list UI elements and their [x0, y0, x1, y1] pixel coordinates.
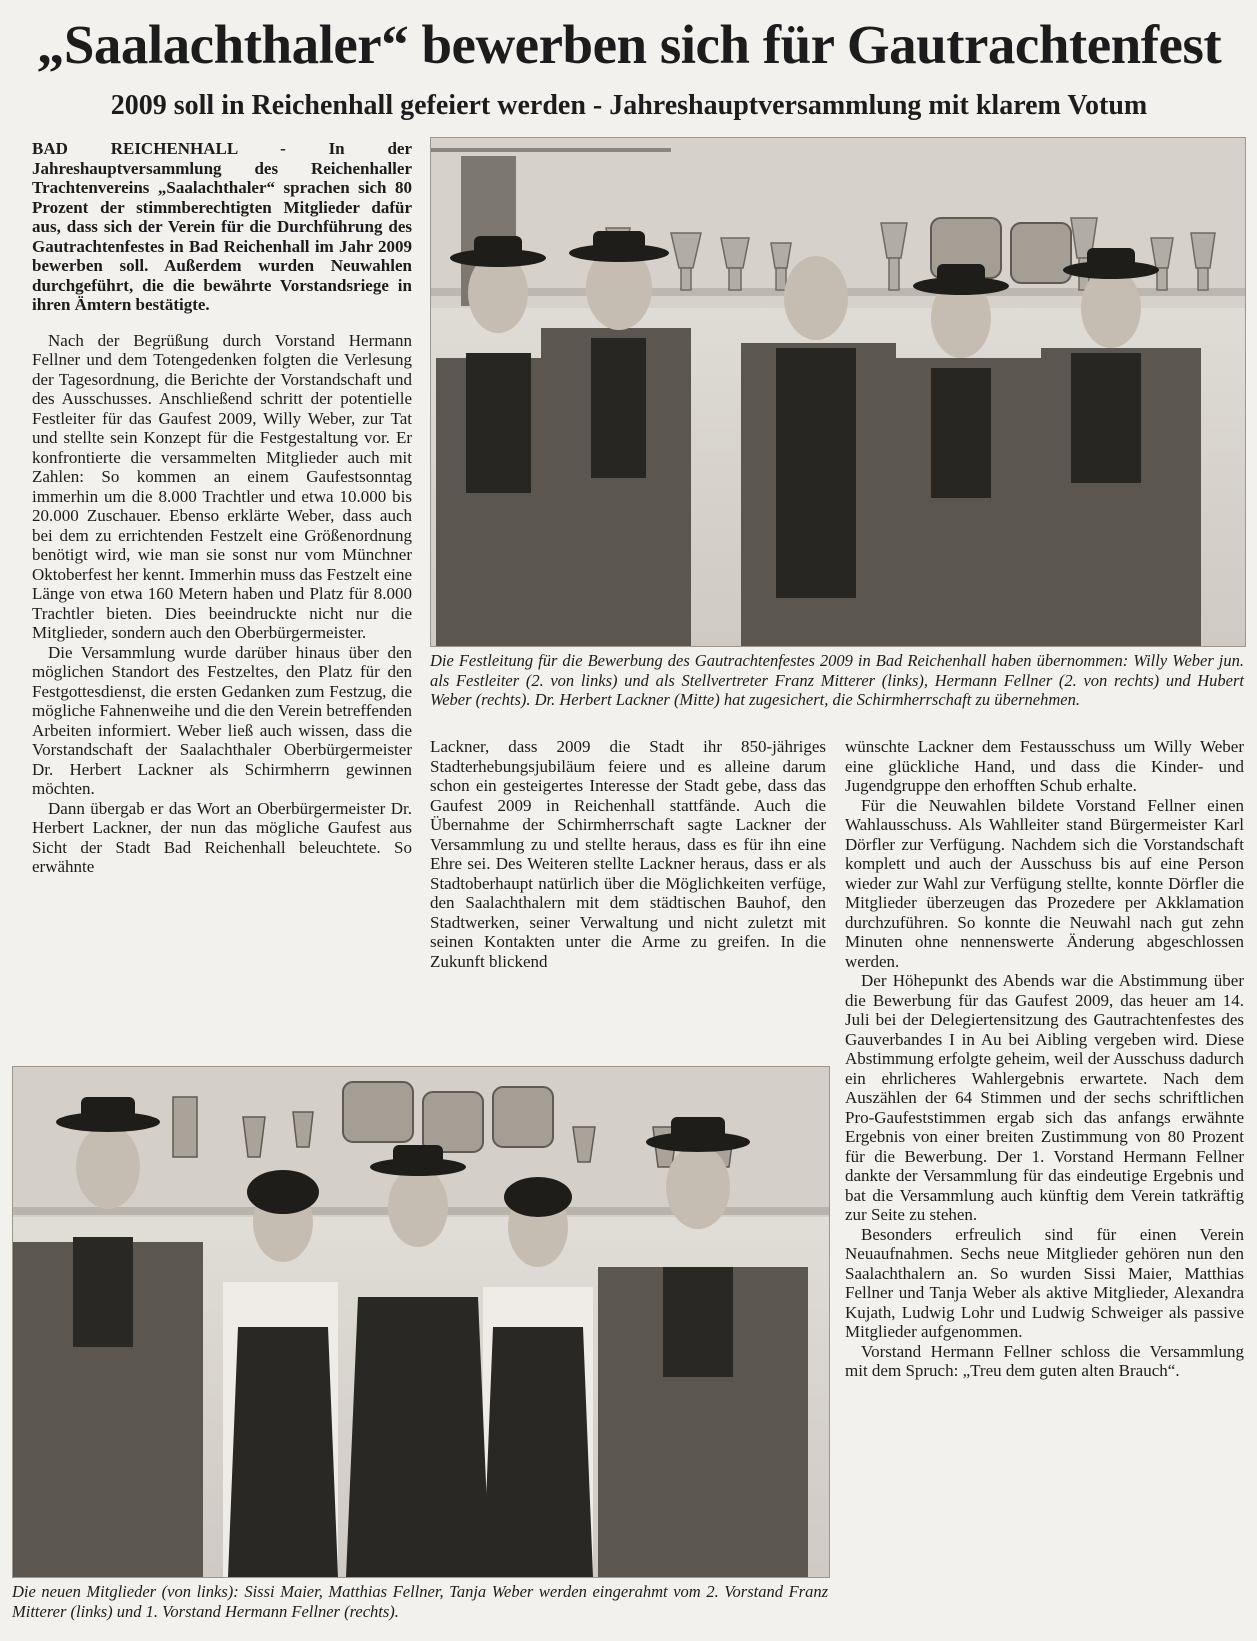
column-1 — [32, 139, 412, 877]
body-paragraph: Der Höhepunkt des Abends war die Abstimmung über die Bewerbung für das Gaufest 2009, das heuer am 14. Juli bei der Delegiertensitzung des Gautrachtenfestes des Gauverbandes I in Au bei Aibling vergeben wird. Diese Abstimmung erfolgte geheim, weil der Ausschuss dadurch ein ehrlicheres Wahlergebnis erwartete. Nach dem Auszählen der 64 Stimmen und der sechs schriftlichen Pro-Gaufeststimmen ergab sich das anfangs erwähnte Ergebnis von einer breiten Zustimmung von 80 Prozent für die Bewerbung. Der 1. Vorstand Hermann Fellner dankte der Versammlung für das eindeutige Ergebnis und bat die Versammlung auch künftig dem Verein tatkräftig zur Seite zu stehen. — [845, 971, 1244, 1224]
festleitung-photo — [430, 137, 1246, 647]
body-paragraph: Lackner, dass 2009 die Stadt ihr 850-jähriges Stadterhebungsjubiläum feiere und es alleine darum schon ein gesteigertes Interesse der Stadt gebe, dass das Gaufest 2009 in Reichenhall stattfände. Auch die Übernahme der Schirmherrschaft sagte Lackner der Versammlung zu und stellte heraus, dass es für ihn eine Ehre sei. Des Weiteren stellte Lackner heraus, dass er als Stadtoberhaupt natürlich über die Möglichkeiten verfüge, den Saalachthalern mit dem städtischen Bauhof, den Stadtwerken, seiner Verwaltung und nicht zuletzt mit seinen Kontakten unter die Arme zu greifen. In die Zukunft blickend — [430, 737, 826, 971]
headline: „Saalachthaler“ bewerben sich für Gautrachtenfest — [36, 14, 1222, 75]
subheadline: 2009 soll in Reichenhall gefeiert werden - Jahreshauptversammlung mit klarem Votum — [110, 90, 1148, 121]
body-paragraph: Die Versammlung wurde darüber hinaus über den möglichen Standort des Festzeltes, den Platz für den Festgottesdienst, die ersten Gedanken zum Festzug, die mögliche Fahnenweihe und die den Verein betreffenden Arbeiten informiert. Weber ließ auch wissen, dass die Vorstandschaft der Saalachthaler Oberbürgermeister Dr. Herbert Lackner als Schirmherrn gewinnen möchten. — [32, 642, 412, 798]
body-paragraph: Besonders erfreulich sind für einen Verein Neuaufnahmen. Sechs neue Mitglieder gehören nun den Saalachthalern an. So wurden Sissi Maier, Matthias Fellner und Tanja Weber als aktive Mitglieder, Alexandra Kujath, Ludwig Lohr und Ludwig Schweiger als passive Mitglieder aufgenommen. — [845, 1224, 1244, 1341]
body-paragraph: Nach der Begrüßung durch Vorstand Hermann Fellner und dem Totengedenken folgten die Verlesung der Tagesordnung, die Berichte der Vorstandschaft und des Ausschusses. Anschließend schritt der potentielle Festleiter für das Gaufest 2009, Willy Weber, zur Tat und stellte sein Konzept für die Festgestaltung vor. Er konfrontierte die versammelten Mitglieder auch mit Zahlen: So kommen an einem Gaufestsonntag immerhin um die 8.000 Trachtler und etwa 10.000 bis 20.000 Zuschauer. Ebenso erklärte Weber, dass auch bei dem zu errichtenden Festzelt eine Größenordnung benötigt wird, wie man sie sonst nur vom Münchner Oktoberfest her kennt. Immerhin muss das Festzelt eine Länge von etwa 160 Metern haben und Platz für 8.000 Trachtler bieten. Dies beeindruckte nicht nur die Mitglieder, sondern auch den Oberbürgermeister. — [32, 330, 412, 642]
column-3 — [845, 737, 1244, 1381]
new-members-photo — [12, 1066, 830, 1578]
group-of-new-members-illustration — [13, 1067, 829, 1577]
photo-caption-2: Die neuen Mitglieder (von links): Sissi Maier, Matthias Fellner, Tanja Weber werden eingerahmt vom 2. Vorstand Franz Mitterer (links) und 1. Vorstand Hermann Fellner (rechts). — [12, 1582, 828, 1621]
lead-paragraph: BAD REICHENHALL - In der Jahreshauptversammlung des Reichenhaller Trachtenvereins „Saalachthaler“ sprachen sich 80 Prozent der stimmberechtigten Mitglieder dafür aus, dass sich der Verein für die Durchführung des Gautrachtenfestes in Bad Reichenhall im Jahr 2009 bewerben soll. Außerdem wurden Neuwahlen durchgeführt, die die bewährte Vorstandsriege in ihren Ämtern bestätigte. — [32, 139, 412, 314]
group-of-five-men-illustration — [431, 138, 1245, 646]
body-paragraph: Für die Neuwahlen bildete Vorstand Fellner einen Wahlausschuss. Als Wahlleiter stand Bürgermeister Karl Dörfler zur Verfügung. Nachdem sich die Vorstandschaft komplett und auch der Ausschuss bis auf eine Person wieder zur Wahl zur Verfügung stellte, konnte Dörfler die Mitglieder überzeugen das Prozedere per Akklamation durchzuführen. So konnte die Neuwahl nach gut zehn Minuten ohne nennenswerte Änderung abgeschlossen werden. — [845, 795, 1244, 971]
photo-caption-1: Die Festleitung für die Bewerbung des Gautrachtenfestes 2009 in Bad Reichenhall haben übernommen: Willy Weber jun. als Festleiter (2. von links) und als Stellvertreter Franz Mitterer (links), Hermann Fellner (2. von rechts) und Hubert Weber (rechts). Dr. Herbert Lackner (Mitte) hat zugesichert, die Schirmherrschaft zu übernehmen. — [430, 651, 1244, 709]
body-paragraph: Vorstand Hermann Fellner schloss die Versammlung mit dem Spruch: „Treu dem guten alten Brauch“. — [845, 1341, 1244, 1380]
body-paragraph: wünschte Lackner dem Festausschuss um Willy Weber eine glückliche Hand, und dass die Kinder- und Jugendgruppe den erhofften Schub erhalte. — [845, 737, 1244, 795]
body-paragraph: Dann übergab er das Wort an Oberbürgermeister Dr. Herbert Lackner, der nun das mögliche Gaufest aus Sicht der Stadt Bad Reichenhall beleuchtete. So erwähnte — [32, 798, 412, 876]
column-2 — [430, 737, 826, 971]
